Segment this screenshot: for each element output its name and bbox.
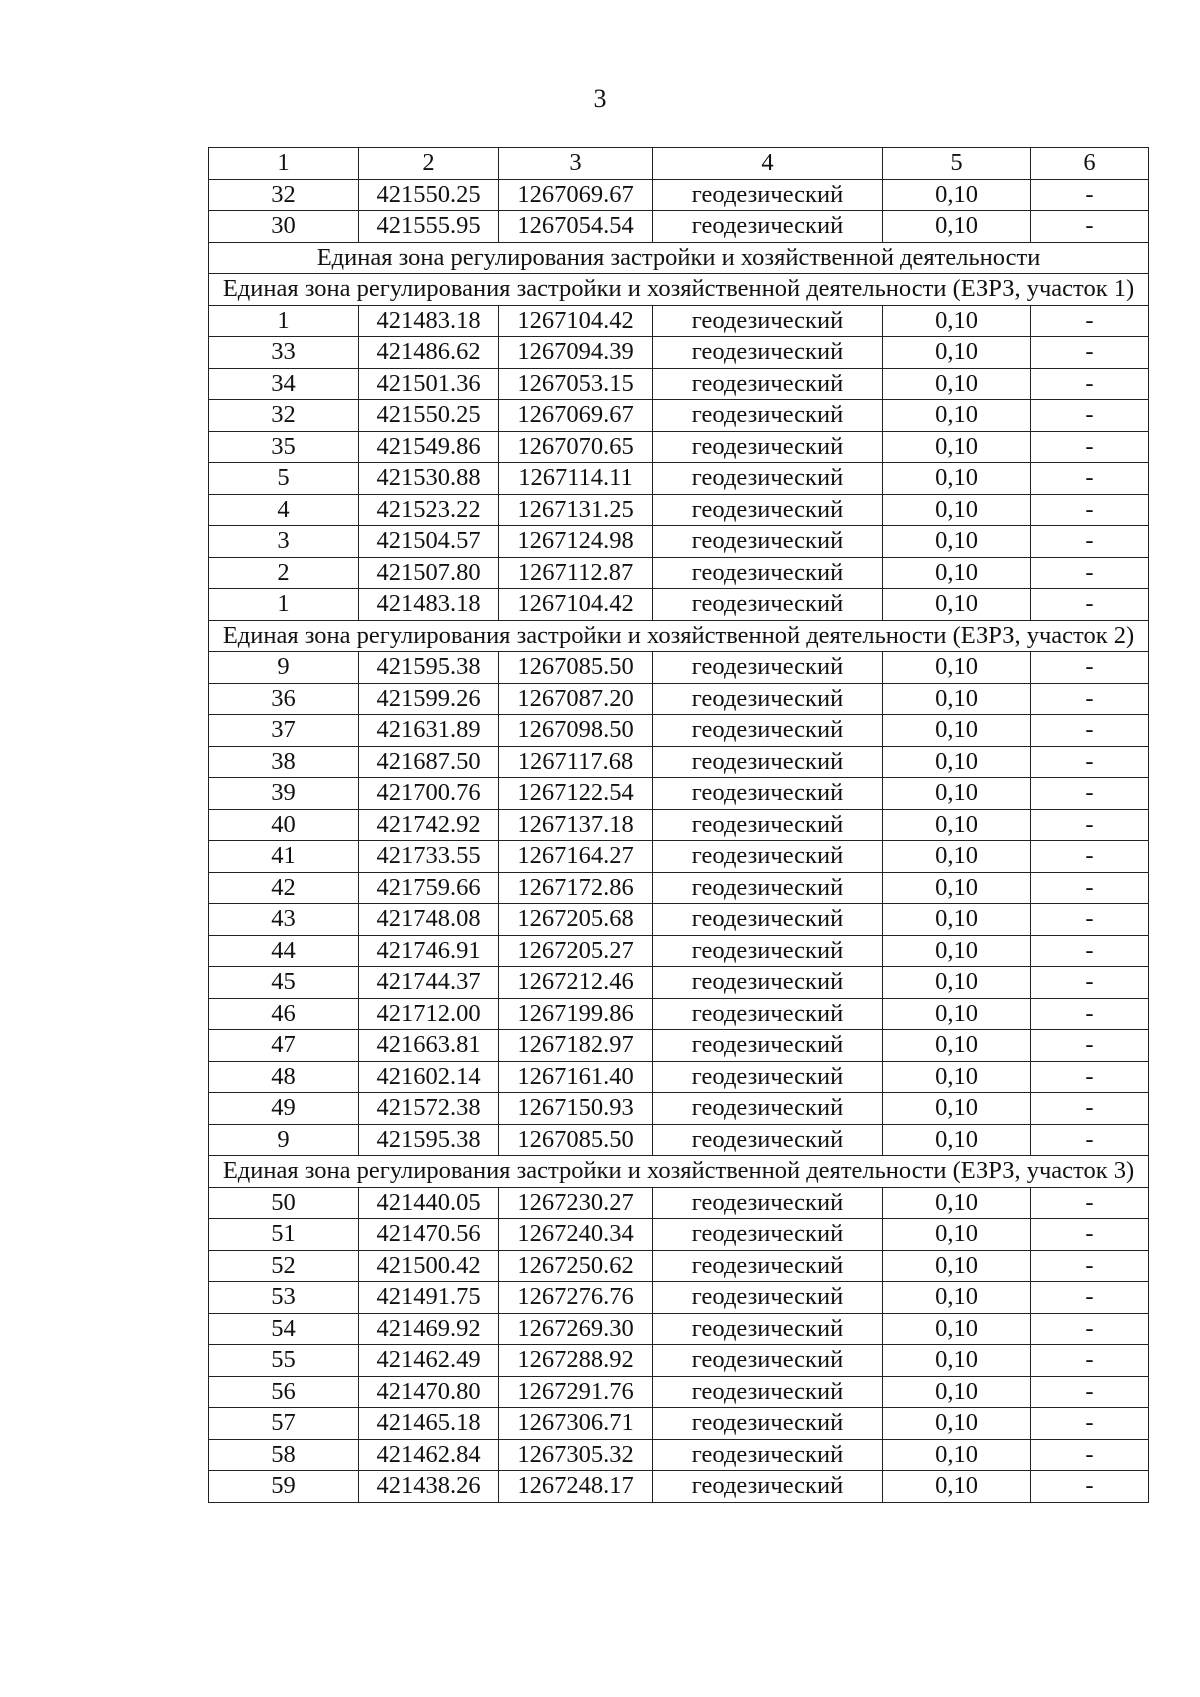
y-coordinate-cell: 1267150.93 bbox=[499, 1093, 653, 1125]
table-row bbox=[209, 746, 1149, 778]
x-coordinate-cell: 421550.25 bbox=[359, 179, 499, 211]
note-cell: - bbox=[1031, 1250, 1149, 1282]
note-cell: - bbox=[1031, 337, 1149, 369]
y-coordinate-cell: 1267124.98 bbox=[499, 526, 653, 558]
y-coordinate-cell: 1267070.65 bbox=[499, 431, 653, 463]
method-cell: геодезический bbox=[653, 557, 883, 589]
table-row bbox=[209, 715, 1149, 747]
error-cell: 0,10 bbox=[883, 431, 1031, 463]
method-cell: геодезический bbox=[653, 967, 883, 999]
table-row bbox=[209, 557, 1149, 589]
y-coordinate-cell: 1267250.62 bbox=[499, 1250, 653, 1282]
method-cell: геодезический bbox=[653, 1313, 883, 1345]
error-cell: 0,10 bbox=[883, 1093, 1031, 1125]
table-row bbox=[209, 1124, 1149, 1156]
section-title: Единая зона регулирования застройки и хозяйственной деятельности bbox=[209, 242, 1149, 274]
coordinates-table bbox=[208, 147, 1149, 1503]
error-cell: 0,10 bbox=[883, 179, 1031, 211]
error-cell: 0,10 bbox=[883, 872, 1031, 904]
x-coordinate-cell: 421469.92 bbox=[359, 1313, 499, 1345]
method-cell: геодезический bbox=[653, 1187, 883, 1219]
x-coordinate-cell: 421733.55 bbox=[359, 841, 499, 873]
point-number-cell: 49 bbox=[209, 1093, 359, 1125]
y-coordinate-cell: 1267205.27 bbox=[499, 935, 653, 967]
note-cell: - bbox=[1031, 400, 1149, 432]
table-row bbox=[209, 526, 1149, 558]
method-cell: геодезический bbox=[653, 1061, 883, 1093]
method-cell: геодезический bbox=[653, 809, 883, 841]
error-cell: 0,10 bbox=[883, 1282, 1031, 1314]
y-coordinate-cell: 1267248.17 bbox=[499, 1471, 653, 1503]
method-cell: геодезический bbox=[653, 1439, 883, 1471]
y-coordinate-cell: 1267085.50 bbox=[499, 652, 653, 684]
error-cell: 0,10 bbox=[883, 1187, 1031, 1219]
table-row bbox=[209, 935, 1149, 967]
note-cell: - bbox=[1031, 557, 1149, 589]
method-cell: геодезический bbox=[653, 841, 883, 873]
x-coordinate-cell: 421712.00 bbox=[359, 998, 499, 1030]
x-coordinate-cell: 421742.92 bbox=[359, 809, 499, 841]
x-coordinate-cell: 421483.18 bbox=[359, 589, 499, 621]
table-row bbox=[209, 400, 1149, 432]
table-row bbox=[209, 1345, 1149, 1377]
error-cell: 0,10 bbox=[883, 967, 1031, 999]
method-cell: геодезический bbox=[653, 1093, 883, 1125]
x-coordinate-cell: 421500.42 bbox=[359, 1250, 499, 1282]
y-coordinate-cell: 1267212.46 bbox=[499, 967, 653, 999]
table-row bbox=[209, 1282, 1149, 1314]
error-cell: 0,10 bbox=[883, 526, 1031, 558]
point-number-cell: 30 bbox=[209, 211, 359, 243]
method-cell: геодезический bbox=[653, 683, 883, 715]
table-row bbox=[209, 179, 1149, 211]
section-title: Единая зона регулирования застройки и хозяйственной деятельности (ЕЗРЗ, участок 3) bbox=[209, 1156, 1149, 1188]
error-cell: 0,10 bbox=[883, 589, 1031, 621]
x-coordinate-cell: 421599.26 bbox=[359, 683, 499, 715]
error-cell: 0,10 bbox=[883, 337, 1031, 369]
y-coordinate-cell: 1267164.27 bbox=[499, 841, 653, 873]
point-number-cell: 32 bbox=[209, 179, 359, 211]
error-cell: 0,10 bbox=[883, 557, 1031, 589]
point-number-cell: 57 bbox=[209, 1408, 359, 1440]
table-row bbox=[209, 998, 1149, 1030]
method-cell: геодезический bbox=[653, 1282, 883, 1314]
y-coordinate-cell: 1267288.92 bbox=[499, 1345, 653, 1377]
y-coordinate-cell: 1267104.42 bbox=[499, 305, 653, 337]
table-row bbox=[209, 1439, 1149, 1471]
header-cell: 6 bbox=[1031, 148, 1149, 180]
method-cell: геодезический bbox=[653, 652, 883, 684]
section-row bbox=[209, 274, 1149, 306]
point-number-cell: 9 bbox=[209, 1124, 359, 1156]
note-cell: - bbox=[1031, 1187, 1149, 1219]
error-cell: 0,10 bbox=[883, 935, 1031, 967]
note-cell: - bbox=[1031, 368, 1149, 400]
method-cell: геодезический bbox=[653, 1030, 883, 1062]
header-cell: 2 bbox=[359, 148, 499, 180]
point-number-cell: 3 bbox=[209, 526, 359, 558]
header-row bbox=[209, 148, 1149, 180]
x-coordinate-cell: 421462.84 bbox=[359, 1439, 499, 1471]
method-cell: геодезический bbox=[653, 589, 883, 621]
table-row bbox=[209, 683, 1149, 715]
header-cell: 5 bbox=[883, 148, 1031, 180]
y-coordinate-cell: 1267112.87 bbox=[499, 557, 653, 589]
method-cell: геодезический bbox=[653, 872, 883, 904]
method-cell: геодезический bbox=[653, 368, 883, 400]
table-row bbox=[209, 431, 1149, 463]
x-coordinate-cell: 421462.49 bbox=[359, 1345, 499, 1377]
method-cell: геодезический bbox=[653, 1250, 883, 1282]
note-cell: - bbox=[1031, 967, 1149, 999]
error-cell: 0,10 bbox=[883, 1061, 1031, 1093]
point-number-cell: 52 bbox=[209, 1250, 359, 1282]
error-cell: 0,10 bbox=[883, 1124, 1031, 1156]
method-cell: геодезический bbox=[653, 904, 883, 936]
y-coordinate-cell: 1267161.40 bbox=[499, 1061, 653, 1093]
method-cell: геодезический bbox=[653, 1376, 883, 1408]
point-number-cell: 53 bbox=[209, 1282, 359, 1314]
y-coordinate-cell: 1267230.27 bbox=[499, 1187, 653, 1219]
y-coordinate-cell: 1267087.20 bbox=[499, 683, 653, 715]
error-cell: 0,10 bbox=[883, 1439, 1031, 1471]
note-cell: - bbox=[1031, 715, 1149, 747]
point-number-cell: 45 bbox=[209, 967, 359, 999]
method-cell: геодезический bbox=[653, 211, 883, 243]
note-cell: - bbox=[1031, 841, 1149, 873]
table-row bbox=[209, 967, 1149, 999]
table-row bbox=[209, 809, 1149, 841]
point-number-cell: 54 bbox=[209, 1313, 359, 1345]
method-cell: геодезический bbox=[653, 778, 883, 810]
method-cell: геодезический bbox=[653, 400, 883, 432]
header-cell: 4 bbox=[653, 148, 883, 180]
x-coordinate-cell: 421470.56 bbox=[359, 1219, 499, 1251]
table-row bbox=[209, 1471, 1149, 1503]
x-coordinate-cell: 421507.80 bbox=[359, 557, 499, 589]
header-cell: 1 bbox=[209, 148, 359, 180]
note-cell: - bbox=[1031, 1282, 1149, 1314]
note-cell: - bbox=[1031, 935, 1149, 967]
y-coordinate-cell: 1267305.32 bbox=[499, 1439, 653, 1471]
point-number-cell: 56 bbox=[209, 1376, 359, 1408]
y-coordinate-cell: 1267122.54 bbox=[499, 778, 653, 810]
point-number-cell: 39 bbox=[209, 778, 359, 810]
error-cell: 0,10 bbox=[883, 1376, 1031, 1408]
error-cell: 0,10 bbox=[883, 715, 1031, 747]
y-coordinate-cell: 1267269.30 bbox=[499, 1313, 653, 1345]
x-coordinate-cell: 421504.57 bbox=[359, 526, 499, 558]
method-cell: геодезический bbox=[653, 1345, 883, 1377]
table-row bbox=[209, 841, 1149, 873]
method-cell: геодезический bbox=[653, 1471, 883, 1503]
error-cell: 0,10 bbox=[883, 809, 1031, 841]
point-number-cell: 40 bbox=[209, 809, 359, 841]
section-row bbox=[209, 242, 1149, 274]
point-number-cell: 43 bbox=[209, 904, 359, 936]
x-coordinate-cell: 421501.36 bbox=[359, 368, 499, 400]
y-coordinate-cell: 1267085.50 bbox=[499, 1124, 653, 1156]
error-cell: 0,10 bbox=[883, 652, 1031, 684]
x-coordinate-cell: 421530.88 bbox=[359, 463, 499, 495]
point-number-cell: 34 bbox=[209, 368, 359, 400]
point-number-cell: 1 bbox=[209, 589, 359, 621]
table-row bbox=[209, 904, 1149, 936]
note-cell: - bbox=[1031, 305, 1149, 337]
x-coordinate-cell: 421550.25 bbox=[359, 400, 499, 432]
x-coordinate-cell: 421483.18 bbox=[359, 305, 499, 337]
point-number-cell: 59 bbox=[209, 1471, 359, 1503]
error-cell: 0,10 bbox=[883, 1408, 1031, 1440]
x-coordinate-cell: 421748.08 bbox=[359, 904, 499, 936]
x-coordinate-cell: 421595.38 bbox=[359, 652, 499, 684]
point-number-cell: 47 bbox=[209, 1030, 359, 1062]
note-cell: - bbox=[1031, 904, 1149, 936]
y-coordinate-cell: 1267117.68 bbox=[499, 746, 653, 778]
method-cell: геодезический bbox=[653, 1124, 883, 1156]
x-coordinate-cell: 421486.62 bbox=[359, 337, 499, 369]
x-coordinate-cell: 421631.89 bbox=[359, 715, 499, 747]
table-row bbox=[209, 1030, 1149, 1062]
y-coordinate-cell: 1267205.68 bbox=[499, 904, 653, 936]
section-row bbox=[209, 1156, 1149, 1188]
table-row bbox=[209, 652, 1149, 684]
y-coordinate-cell: 1267291.76 bbox=[499, 1376, 653, 1408]
x-coordinate-cell: 421438.26 bbox=[359, 1471, 499, 1503]
point-number-cell: 1 bbox=[209, 305, 359, 337]
method-cell: геодезический bbox=[653, 1408, 883, 1440]
x-coordinate-cell: 421440.05 bbox=[359, 1187, 499, 1219]
x-coordinate-cell: 421491.75 bbox=[359, 1282, 499, 1314]
method-cell: геодезический bbox=[653, 463, 883, 495]
method-cell: геодезический bbox=[653, 998, 883, 1030]
section-title: Единая зона регулирования застройки и хозяйственной деятельности (ЕЗРЗ, участок 1) bbox=[209, 274, 1149, 306]
x-coordinate-cell: 421523.22 bbox=[359, 494, 499, 526]
table-row bbox=[209, 778, 1149, 810]
y-coordinate-cell: 1267172.86 bbox=[499, 872, 653, 904]
method-cell: геодезический bbox=[653, 179, 883, 211]
point-number-cell: 42 bbox=[209, 872, 359, 904]
table-row bbox=[209, 1219, 1149, 1251]
method-cell: геодезический bbox=[653, 337, 883, 369]
note-cell: - bbox=[1031, 526, 1149, 558]
y-coordinate-cell: 1267069.67 bbox=[499, 400, 653, 432]
note-cell: - bbox=[1031, 872, 1149, 904]
note-cell: - bbox=[1031, 1219, 1149, 1251]
note-cell: - bbox=[1031, 1345, 1149, 1377]
method-cell: геодезический bbox=[653, 715, 883, 747]
point-number-cell: 5 bbox=[209, 463, 359, 495]
method-cell: геодезический bbox=[653, 1219, 883, 1251]
x-coordinate-cell: 421555.95 bbox=[359, 211, 499, 243]
y-coordinate-cell: 1267199.86 bbox=[499, 998, 653, 1030]
x-coordinate-cell: 421744.37 bbox=[359, 967, 499, 999]
method-cell: геодезический bbox=[653, 935, 883, 967]
point-number-cell: 58 bbox=[209, 1439, 359, 1471]
y-coordinate-cell: 1267114.11 bbox=[499, 463, 653, 495]
point-number-cell: 44 bbox=[209, 935, 359, 967]
x-coordinate-cell: 421687.50 bbox=[359, 746, 499, 778]
note-cell: - bbox=[1031, 211, 1149, 243]
note-cell: - bbox=[1031, 431, 1149, 463]
x-coordinate-cell: 421746.91 bbox=[359, 935, 499, 967]
table-row bbox=[209, 368, 1149, 400]
table-row bbox=[209, 1061, 1149, 1093]
table-row bbox=[209, 337, 1149, 369]
note-cell: - bbox=[1031, 746, 1149, 778]
error-cell: 0,10 bbox=[883, 778, 1031, 810]
table-row bbox=[209, 494, 1149, 526]
note-cell: - bbox=[1031, 1030, 1149, 1062]
table-row bbox=[209, 463, 1149, 495]
point-number-cell: 38 bbox=[209, 746, 359, 778]
y-coordinate-cell: 1267182.97 bbox=[499, 1030, 653, 1062]
y-coordinate-cell: 1267053.15 bbox=[499, 368, 653, 400]
table-row bbox=[209, 1313, 1149, 1345]
table-row bbox=[209, 589, 1149, 621]
y-coordinate-cell: 1267054.54 bbox=[499, 211, 653, 243]
point-number-cell: 46 bbox=[209, 998, 359, 1030]
note-cell: - bbox=[1031, 809, 1149, 841]
x-coordinate-cell: 421572.38 bbox=[359, 1093, 499, 1125]
error-cell: 0,10 bbox=[883, 841, 1031, 873]
point-number-cell: 33 bbox=[209, 337, 359, 369]
note-cell: - bbox=[1031, 1124, 1149, 1156]
note-cell: - bbox=[1031, 463, 1149, 495]
note-cell: - bbox=[1031, 1093, 1149, 1125]
x-coordinate-cell: 421465.18 bbox=[359, 1408, 499, 1440]
error-cell: 0,10 bbox=[883, 494, 1031, 526]
method-cell: геодезический bbox=[653, 494, 883, 526]
error-cell: 0,10 bbox=[883, 1030, 1031, 1062]
error-cell: 0,10 bbox=[883, 305, 1031, 337]
y-coordinate-cell: 1267276.76 bbox=[499, 1282, 653, 1314]
note-cell: - bbox=[1031, 1439, 1149, 1471]
y-coordinate-cell: 1267240.34 bbox=[499, 1219, 653, 1251]
note-cell: - bbox=[1031, 1408, 1149, 1440]
point-number-cell: 37 bbox=[209, 715, 359, 747]
y-coordinate-cell: 1267131.25 bbox=[499, 494, 653, 526]
method-cell: геодезический bbox=[653, 305, 883, 337]
point-number-cell: 9 bbox=[209, 652, 359, 684]
note-cell: - bbox=[1031, 1471, 1149, 1503]
note-cell: - bbox=[1031, 652, 1149, 684]
table-row bbox=[209, 1093, 1149, 1125]
table-row bbox=[209, 1250, 1149, 1282]
y-coordinate-cell: 1267137.18 bbox=[499, 809, 653, 841]
point-number-cell: 32 bbox=[209, 400, 359, 432]
note-cell: - bbox=[1031, 179, 1149, 211]
x-coordinate-cell: 421470.80 bbox=[359, 1376, 499, 1408]
page-number: 3 bbox=[593, 84, 607, 113]
point-number-cell: 55 bbox=[209, 1345, 359, 1377]
note-cell: - bbox=[1031, 1061, 1149, 1093]
error-cell: 0,10 bbox=[883, 211, 1031, 243]
table-row bbox=[209, 305, 1149, 337]
error-cell: 0,10 bbox=[883, 1471, 1031, 1503]
point-number-cell: 36 bbox=[209, 683, 359, 715]
note-cell: - bbox=[1031, 998, 1149, 1030]
point-number-cell: 50 bbox=[209, 1187, 359, 1219]
table-row bbox=[209, 1376, 1149, 1408]
point-number-cell: 4 bbox=[209, 494, 359, 526]
error-cell: 0,10 bbox=[883, 1313, 1031, 1345]
error-cell: 0,10 bbox=[883, 463, 1031, 495]
note-cell: - bbox=[1031, 589, 1149, 621]
point-number-cell: 51 bbox=[209, 1219, 359, 1251]
error-cell: 0,10 bbox=[883, 998, 1031, 1030]
section-title: Единая зона регулирования застройки и хозяйственной деятельности (ЕЗРЗ, участок 2) bbox=[209, 620, 1149, 652]
error-cell: 0,10 bbox=[883, 746, 1031, 778]
section-row bbox=[209, 620, 1149, 652]
table-row bbox=[209, 1408, 1149, 1440]
point-number-cell: 48 bbox=[209, 1061, 359, 1093]
point-number-cell: 41 bbox=[209, 841, 359, 873]
method-cell: геодезический bbox=[653, 431, 883, 463]
y-coordinate-cell: 1267104.42 bbox=[499, 589, 653, 621]
note-cell: - bbox=[1031, 683, 1149, 715]
note-cell: - bbox=[1031, 494, 1149, 526]
point-number-cell: 2 bbox=[209, 557, 359, 589]
x-coordinate-cell: 421759.66 bbox=[359, 872, 499, 904]
x-coordinate-cell: 421663.81 bbox=[359, 1030, 499, 1062]
table-row bbox=[209, 1187, 1149, 1219]
error-cell: 0,10 bbox=[883, 368, 1031, 400]
table-body bbox=[209, 148, 1149, 1503]
y-coordinate-cell: 1267069.67 bbox=[499, 179, 653, 211]
table-row bbox=[209, 211, 1149, 243]
error-cell: 0,10 bbox=[883, 683, 1031, 715]
x-coordinate-cell: 421549.86 bbox=[359, 431, 499, 463]
note-cell: - bbox=[1031, 778, 1149, 810]
note-cell: - bbox=[1031, 1313, 1149, 1345]
error-cell: 0,10 bbox=[883, 1250, 1031, 1282]
header-cell: 3 bbox=[499, 148, 653, 180]
y-coordinate-cell: 1267094.39 bbox=[499, 337, 653, 369]
x-coordinate-cell: 421700.76 bbox=[359, 778, 499, 810]
error-cell: 0,10 bbox=[883, 1219, 1031, 1251]
x-coordinate-cell: 421602.14 bbox=[359, 1061, 499, 1093]
method-cell: геодезический bbox=[653, 746, 883, 778]
table-row bbox=[209, 872, 1149, 904]
point-number-cell: 35 bbox=[209, 431, 359, 463]
method-cell: геодезический bbox=[653, 526, 883, 558]
y-coordinate-cell: 1267098.50 bbox=[499, 715, 653, 747]
error-cell: 0,10 bbox=[883, 400, 1031, 432]
error-cell: 0,10 bbox=[883, 1345, 1031, 1377]
x-coordinate-cell: 421595.38 bbox=[359, 1124, 499, 1156]
y-coordinate-cell: 1267306.71 bbox=[499, 1408, 653, 1440]
note-cell: - bbox=[1031, 1376, 1149, 1408]
error-cell: 0,10 bbox=[883, 904, 1031, 936]
